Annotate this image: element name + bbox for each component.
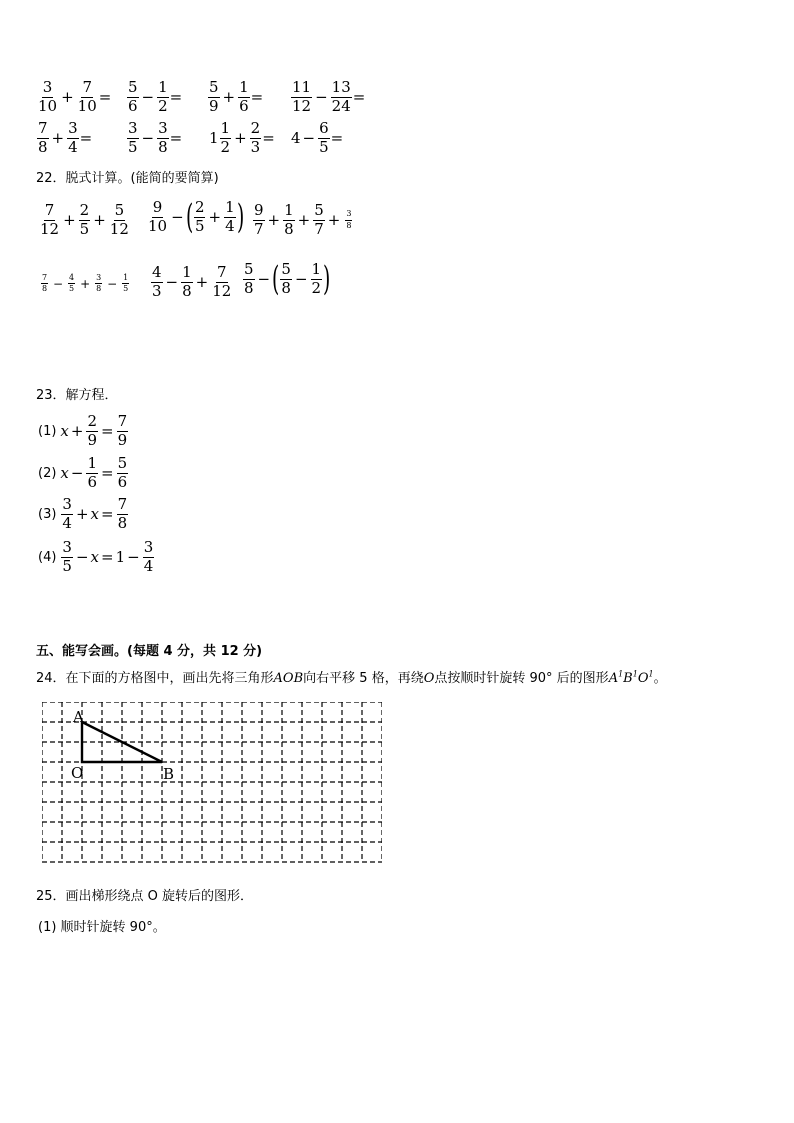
q23-eq-3: (3) $\frac{3}{4}$ + x = $\frac{7}{8}$ <box>38 495 128 532</box>
oral-calc-6: $\frac{3}{5}$ − $\frac{3}{8}$ = <box>128 119 183 156</box>
oral-calc-3: $\frac{5}{9}$ + $\frac{1}{6}$ = <box>209 78 264 115</box>
oral-calc-2: $\frac{5}{6}$ − $\frac{1}{2}$ = <box>128 78 183 115</box>
q24-grid-svg <box>42 702 382 864</box>
q22-expr-5: $\frac{4}{3}$ − $\frac{1}{8}$ + $\frac{7}{12}$ <box>152 263 232 300</box>
oral-calc-1: $\frac{3}{10}$ + $\frac{7}{10}$ = <box>38 78 112 115</box>
label-a: A <box>73 708 84 726</box>
fraction: $\frac{7}{10}$ <box>77 78 97 115</box>
oral-calc-5: $\frac{7}{8}$ + $\frac{3}{4}$ = <box>38 119 93 156</box>
q22-expr-4: $\frac{7}{8}$ − $\frac{4}{5}$ + $\frac{3}{8}$ − $\frac{1}{5}$ <box>41 273 129 294</box>
q23-eq-4: (4) $\frac{3}{5}$ − x = 1 − $\frac{3}{4}$ <box>38 538 154 575</box>
q24-text: 24．在下面的方格图中，画出先将三角形AOB向右平移 5 格，再绕O点按顺时针旋转 90° 后的图形$A^1B^1O^1$。 <box>36 669 667 686</box>
oral-calc-4: $\frac{11}{12}$ − $\frac{13}{24}$ = <box>292 78 366 115</box>
q25-title: 25．画出梯形绕点 O 旋转后的图形． <box>36 889 254 904</box>
q23-eq-2: (2) x − $\frac{1}{6}$ = $\frac{5}{6}$ <box>38 454 128 491</box>
q22-title: 22．脱式计算。(能简的要简算) <box>36 171 219 186</box>
q23-eq-1: (1) x + $\frac{2}{9}$ = $\frac{7}{9}$ <box>38 412 128 449</box>
q25-sub-1: (1) 顺时针旋转 90°。 <box>38 920 166 935</box>
q24-grid <box>42 702 382 868</box>
q22-expr-6: $\frac{5}{8}$ − ( $\frac{5}{8}$ − $\frac{1}{2}$ ) <box>244 259 331 300</box>
q22-expr-2: $\frac{9}{10}$ − ( $\frac{2}{5}$ + $\frac{1}{4}$ ) <box>148 197 244 238</box>
q22-expr-1: $\frac{7}{12}$ + $\frac{2}{5}$ + $\frac{5}{12}$ <box>40 201 129 238</box>
label-b: B <box>163 765 175 783</box>
oral-calc-7: 1 $\frac{1}{2}$ + $\frac{2}{3}$ = <box>209 119 275 156</box>
oral-calc-8: 4 − $\frac{6}{5}$ = <box>291 119 344 156</box>
section-5-title: 五、能写会画。(每题 4 分，共 12 分) <box>36 644 263 659</box>
fraction: $\frac{3}{10}$ <box>38 78 58 115</box>
q23-title: 23．解方程． <box>36 388 118 403</box>
label-o: O <box>71 764 84 782</box>
q22-expr-3: $\frac{9}{7}$ + $\frac{1}{8}$ + $\frac{5}{7}$ + $\frac{3}{8}$ <box>254 201 352 238</box>
